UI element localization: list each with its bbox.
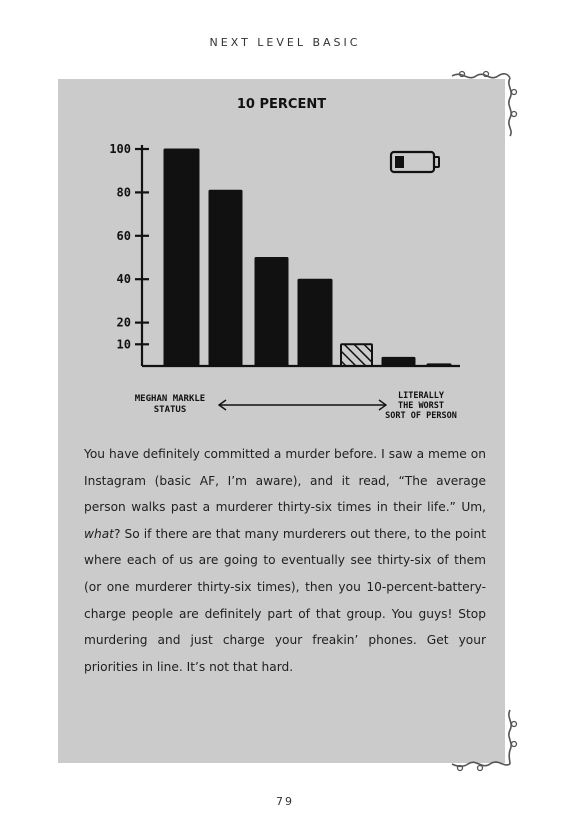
body-text-2: ? So if there are that many murderers out there, to the point where each of us are going to eventually see thirty-six of them (or one murderer thirty-six times), then you 10-percent-battery-charge people are definitely part of that group. You guys! Stop murdering and just charge your freakin’ phones. Get your priorities in line. It’s not that hard. (84, 526, 486, 674)
bar-4 (298, 279, 332, 366)
bars (164, 149, 451, 366)
bar-chart (58, 79, 505, 429)
scale-left-line: MEGHAN MARKLE (134, 394, 206, 404)
corner-flourish-icon (448, 68, 518, 140)
page-number: 79 (276, 795, 294, 808)
bar-3 (255, 258, 288, 367)
bar-5 (341, 344, 372, 366)
body-paragraph (84, 441, 486, 680)
scale-left-label (135, 394, 205, 415)
chart-title: 10 PERCENT (236, 97, 327, 112)
y-tick-label: 100 (109, 142, 131, 156)
scale-right-label (385, 391, 457, 421)
bar-6 (382, 357, 415, 366)
low-battery-icon (391, 152, 439, 172)
bar-2 (209, 190, 242, 366)
scale-right-line: LITERALLY (397, 391, 445, 401)
y-tick-label: 60 (116, 228, 131, 243)
y-tick-label: 80 (116, 185, 131, 200)
y-tick-label: 20 (116, 315, 131, 330)
running-head: NEXT LEVEL BASIC (209, 36, 361, 49)
y-tick-label: 10 (116, 337, 131, 352)
body-text-emphasis: what (84, 526, 114, 541)
body-text-1: You have definitely committed a murder before. I saw a meme on Instagram (basic AF, I’m aware), and it read, “The average person walks past a murderer thirty-six times in their life.” Um, (84, 447, 486, 515)
scale-right-line: SORT OF PERSON (385, 411, 457, 421)
scale-left-line: STATUS (153, 405, 187, 415)
scale-right-line: THE WORST (397, 401, 445, 411)
content-panel (58, 79, 505, 763)
double-arrow (219, 400, 386, 410)
corner-flourish-icon (448, 706, 518, 772)
y-tick-label: 40 (116, 272, 131, 287)
bar-1 (164, 149, 199, 366)
